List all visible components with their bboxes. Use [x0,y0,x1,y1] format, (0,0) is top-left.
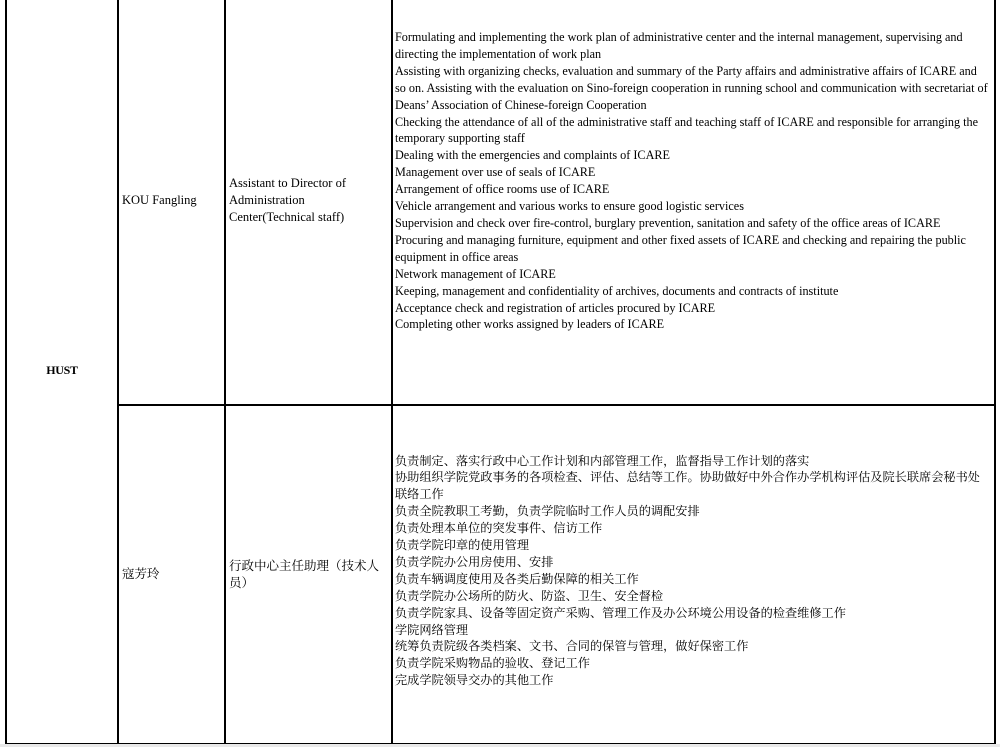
duty-list [395,453,990,690]
duty-item: 负责学院办公用房使用、安排 [395,554,554,569]
duty-item: 负责学院印章的使用管理 [395,538,530,553]
duty-item: 负责学院家具、设备等固定资产采购、管理工作及办公环境公用设备的检查维修工作 [395,605,846,620]
table-row [6,405,995,744]
duty-item: 负责车辆调度使用及各类后勤保障的相关工作 [395,571,639,586]
duty-item: Procuring and managing furniture, equipment and other fixed assets of ICARE and checking and repairing the public equipment in office areas [395,232,966,264]
staff-duty-table [5,0,996,745]
institution-cell [6,0,118,744]
position-title: Assistant to Director of Administration Center(Technical staff) [229,176,346,225]
position-title: 行政中心主任助理（技术人员） [229,558,380,590]
duty-item: Acceptance check and registration of articles procured by ICARE [395,300,716,315]
institution-name: HUST [46,362,78,377]
duties-cell [392,0,995,405]
duty-item: Formulating and implementing the work plan of administrative center and the internal management, supervising and directing the implementation of work plan [395,30,963,61]
duty-item: Supervision and check over fire-control, burglary prevention, sanitation and safety of the office areas of ICARE [395,215,941,230]
duty-item: Network management of ICARE [395,266,556,281]
duties-cell [392,405,995,744]
duty-item: 协助组织学院党政事务的各项检查、评估、总结等工作。协助做好中外合作办学机构评估及院长联席会秘书处联络工作 [395,470,980,502]
duty-item: Assisting with organizing checks, evaluation and summary of the Party affairs and administrative affairs of ICARE and so on. Assisting with the evaluation on Sino-foreign cooperation in running school and communication with secretariat of Deans’ Association of Chinese-foreign Cooperation [395,63,988,112]
duty-item: Checking the attendance of all of the administrative staff and teaching staff of ICARE and responsible for arranging the temporary supporting staff [395,114,979,146]
duty-item: 负责学院办公场所的防火、防盗、卫生、安全督检 [395,588,664,603]
duty-item: Vehicle arrangement and various works to ensure good logistic services [395,199,744,214]
duty-item: Keeping, management and confidentiality of archives, documents and contracts of institute [395,283,839,298]
position-cell [225,405,392,744]
duty-item: Dealing with the emergencies and complaints of ICARE [395,148,670,163]
duty-item: Management over use of seals of ICARE [395,165,596,180]
duty-item: 负责全院教职工考勤，负责学院临时工作人员的调配安排 [395,504,700,519]
staff-name: 寇芳玲 [122,565,160,581]
duty-item: 负责处理本单位的突发事件、信访工作 [395,521,603,536]
duty-item: Completing other works assigned by leaders of ICARE [395,317,665,332]
duty-item: 负责制定、落实行政中心工作计划和内部管理工作，监督指导工作计划的落实 [395,453,810,468]
table-row [6,0,995,405]
duty-item: 负责学院采购物品的验收、登记工作 [395,656,590,671]
staff-name: KOU Fangling [122,193,197,208]
duty-item: Arrangement of office rooms use of ICARE [395,182,610,197]
duty-item: 完成学院领导交办的其他工作 [395,673,554,688]
position-cell [225,0,392,405]
duty-item: 学院网络管理 [395,622,469,637]
duty-item: 统筹负责院级各类档案、文书、合同的保管与管理，做好保密工作 [395,639,749,654]
staff-name-cell [118,405,225,744]
duty-list [395,29,990,333]
staff-name-cell [118,0,225,405]
